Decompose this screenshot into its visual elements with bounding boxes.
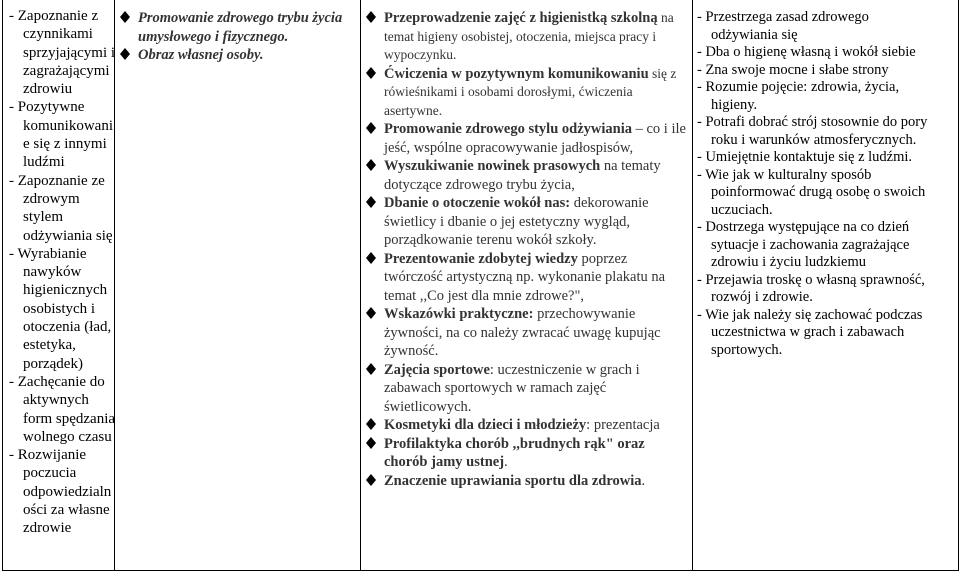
activity-title: Dbanie o otoczenie wokół nas: xyxy=(384,195,571,211)
outcome-first-line: - Wie jak należy się zachować podczas xyxy=(697,306,923,323)
outcome-first-line: - Dostrzega występujące na co dzień xyxy=(697,219,910,235)
activity-desc: na tematy dotyczące zdrowego trybu życia, xyxy=(384,158,661,193)
outcome-first-line: - Przestrzega zasad zdrowego xyxy=(697,9,869,25)
diamond-bullet-icon xyxy=(365,159,377,171)
outcomes-column xyxy=(693,0,959,571)
activity-item xyxy=(365,435,688,472)
topic-item xyxy=(119,46,356,65)
goal-line: osobistych i xyxy=(23,300,96,317)
goal-line: zdrowiu xyxy=(23,81,73,98)
goal-line: otoczenia (ład, xyxy=(23,319,112,336)
outcome-item xyxy=(697,44,954,62)
diamond-bullet-icon xyxy=(365,474,377,486)
diamond-bullet-icon xyxy=(365,122,377,134)
goal-line: porządek) xyxy=(23,355,83,372)
outcome-item xyxy=(697,219,954,272)
activity-desc: – co i ile jeść, wspólne opracowywanie jadłospisów, xyxy=(384,121,686,156)
topic-text: Obraz własnej osoby. xyxy=(138,47,264,63)
goal-line: czynnikami xyxy=(23,26,93,43)
goal-line: stylem xyxy=(23,209,63,226)
goal-line: - Zapoznanie ze xyxy=(9,172,105,189)
goal-line: - Rozwijanie xyxy=(9,447,87,464)
outcome-item xyxy=(697,62,954,80)
outcome-item xyxy=(697,9,954,44)
outcome-first-line: - Zna swoje mocne i słabe strony xyxy=(697,61,889,78)
activity-item xyxy=(365,250,688,306)
activity-title: Wskazówki praktyczne: xyxy=(384,306,534,322)
goal-line: ludźmi xyxy=(23,154,65,171)
diamond-bullet-icon xyxy=(365,11,377,23)
activity-desc: . xyxy=(504,454,508,470)
diamond-bullet-icon xyxy=(365,363,377,375)
goal-line: - Zapoznanie z xyxy=(9,8,99,24)
goal-line: zdrowie xyxy=(23,520,72,537)
activity-desc: przechowywanie żywności, na co należy zwracać uwagę kupując żywność. xyxy=(384,306,661,359)
activity-title: Profilaktyka chorób ,,brudnych rąk" oraz chorób jamy ustnej xyxy=(384,435,645,470)
goal-line: odżywiania się xyxy=(23,227,113,244)
activity-item xyxy=(365,157,688,194)
activity-desc: poprzez twórczość artystyczną np. wykonanie plakatu na temat ,,Co jest dla mnie zdrowe?", xyxy=(384,250,666,304)
goal-line: zdrowym xyxy=(23,190,80,207)
activity-title: Promowanie zdrowego stylu odżywiania xyxy=(384,121,632,137)
activity-item xyxy=(365,194,688,250)
activity-title: Wyszukiwanie nowinek prasowych xyxy=(384,158,601,174)
goal-line: nawyków xyxy=(23,264,82,281)
outcome-first-line: - Dba o higienę własną i wokół siebie xyxy=(697,44,916,60)
diamond-bullet-icon xyxy=(365,307,377,319)
activity-item xyxy=(365,361,688,417)
goal-line: - Zachęcanie do xyxy=(9,373,105,390)
activity-title: Przeprowadzenie zajęć z higienistką szkolną xyxy=(384,10,658,26)
activity-item xyxy=(365,305,688,361)
diamond-bullet-icon xyxy=(365,252,377,264)
plan-table xyxy=(2,0,959,571)
goal-line: poczucia xyxy=(23,465,77,482)
activities-list xyxy=(361,0,692,490)
outcome-rest: odżywiania się xyxy=(711,26,798,43)
goal-line: e się z innymi xyxy=(23,136,107,153)
activity-item xyxy=(365,65,688,121)
outcome-item xyxy=(697,79,954,114)
activity-title: Kosmetyki dla dzieci i młodzieży xyxy=(384,417,587,433)
topics-column xyxy=(115,0,361,571)
activity-item xyxy=(365,9,688,65)
activity-desc: dekorowanie świetlicy i dbanie o jej estetyczny wygląd, porządkowanie terenu wokół szkoły. xyxy=(384,195,649,248)
outcome-item xyxy=(697,149,954,167)
outcome-first-line: - Umiejętnie kontaktuje się z ludźmi. xyxy=(697,149,913,165)
activity-title: Zajęcia sportowe xyxy=(384,361,490,378)
topic-item xyxy=(119,9,356,46)
activity-item xyxy=(365,120,688,157)
outcome-item xyxy=(697,114,954,149)
outcome-item xyxy=(697,272,954,307)
diamond-bullet-icon xyxy=(365,67,377,79)
goal-line: sprzyjającymi i xyxy=(23,44,116,61)
goal-line: odpowiedzialn xyxy=(23,483,112,500)
activities-column xyxy=(361,0,693,571)
outcome-rest: roku i warunków atmosferycznych. xyxy=(711,131,917,148)
table-row xyxy=(3,0,959,571)
activity-item xyxy=(365,416,688,435)
activity-title: Prezentowanie zdobytej wiedzy xyxy=(384,250,578,267)
outcome-item xyxy=(697,307,954,360)
goal-line: zagrażającymi xyxy=(23,62,110,79)
activity-desc: : prezentacja xyxy=(586,417,660,433)
diamond-bullet-icon xyxy=(365,437,377,449)
topic-text: Promowanie zdrowego trybu życia umysłowego i fizycznego. xyxy=(138,10,343,45)
outcome-first-line: - Rozumie pojęcie: zdrowia, życia, xyxy=(697,79,900,95)
activity-title: Ćwiczenia w pozytywnym komunikowaniu xyxy=(384,65,649,82)
goal-line: estetyka, xyxy=(23,337,76,354)
goals-list xyxy=(3,0,114,538)
goal-line: aktywnych xyxy=(23,392,89,409)
activity-desc: na temat higieny osobistej, otoczenia, miejsca pracy i wypoczynku. xyxy=(384,10,674,62)
diamond-bullet-icon xyxy=(365,196,377,208)
activity-item xyxy=(365,472,688,491)
outcomes-list xyxy=(693,0,958,359)
activity-desc: się z rówieśnikami i osobami dorosłymi, ćwiczenia asertywne. xyxy=(384,65,677,118)
outcome-first-line: - Wie jak w kulturalny sposób xyxy=(697,166,872,183)
goal-line: - Wyrabianie xyxy=(9,245,87,262)
activity-desc: . xyxy=(641,472,646,489)
outcome-rest: poinformować drugą osobę o swoich uczuciach. xyxy=(711,184,926,218)
goal-line: form spędzania xyxy=(23,410,116,427)
diamond-bullet-icon xyxy=(119,48,131,60)
diamond-bullet-icon xyxy=(119,11,131,23)
diamond-bullet-icon xyxy=(365,418,377,430)
activity-title: Znaczenie uprawiania sportu dla zdrowia xyxy=(384,472,642,489)
goal-line: wolnego czasu xyxy=(23,428,112,445)
goal-line: ości za własne xyxy=(23,502,110,519)
outcome-first-line: - Potrafi dobrać strój stosownie do pory xyxy=(697,114,928,130)
outcome-rest: sytuacje i zachowania zagrażające zdrowiu i życiu ludzkiemu xyxy=(711,236,910,270)
outcome-rest: uczestnictwa w grach i zabawach sportowych. xyxy=(711,324,905,358)
outcome-item xyxy=(697,167,954,220)
goal-line: komunikowani xyxy=(23,117,113,134)
goal-line: - Pozytywne xyxy=(9,99,85,116)
goal-line: higienicznych xyxy=(23,282,108,299)
goals-column xyxy=(3,0,115,571)
outcome-rest: rozwój i zdrowie. xyxy=(711,289,813,305)
outcome-rest: higieny. xyxy=(711,96,758,113)
outcome-first-line: - Przejawia troskę o własną sprawność, xyxy=(697,271,925,288)
activity-desc: : uczestniczenie w grach i zabawach sportowych w ramach zajęć świetlicowych. xyxy=(384,361,640,415)
